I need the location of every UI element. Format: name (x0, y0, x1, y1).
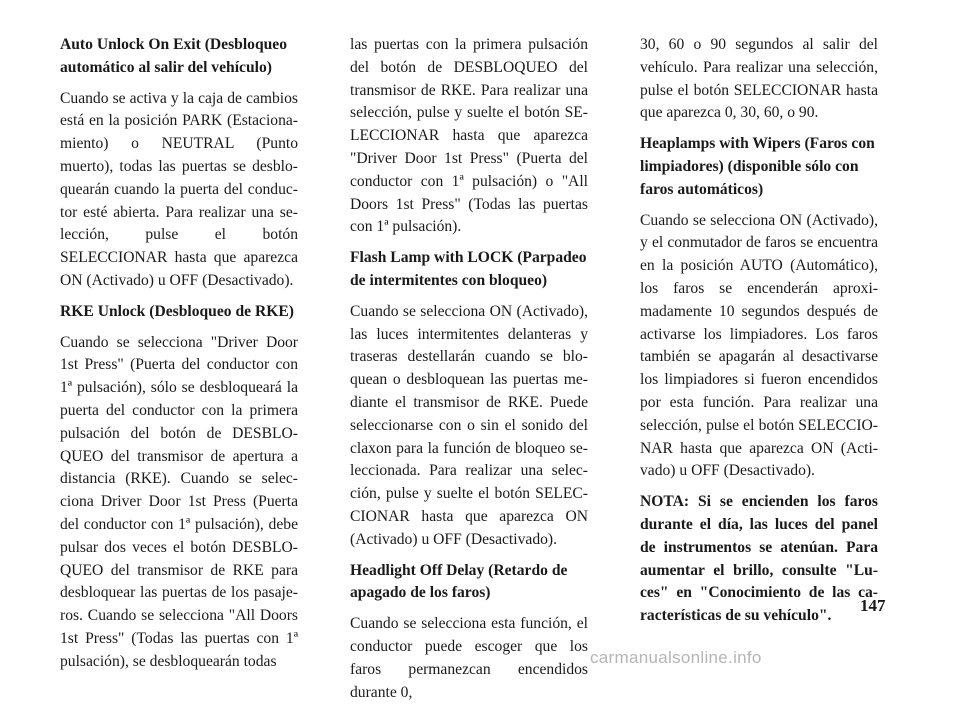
watermark-text: carmanualsonline.info (590, 648, 762, 667)
note-paragraph: NOTA: Si se encienden los faros durante el día, las luces del panel de instrumentos se atenúan. Para aumentar el brillo, consulte "Lu-ces" en "Conocimiento de las ca-racterísticas de su vehículo". (640, 493, 878, 625)
paragraph-headlamps-wipers: Cuando se selecciona ON (Activado), y el conmutador de faros se encuentra en la posición AUTO (Automático), los faros se encenderán aproxi-madamente 10 segundos después de activarse los limpiadores. Los faros también se apagarán al desactivarse los limpiadores si fueron encendidos por esta función. Para realizar una selección, pulse el botón SELECCIO-NAR hasta que aparezca ON (Acti-vado) u OFF (Desactivado). (640, 211, 878, 480)
paragraph-auto-unlock: Cuando se activa y la caja de cambios está en la posición PARK (Estaciona-miento) o NEUTRAL (Punto muerto), todas las puertas se desblo-quearán cuando la puerta del conduc-tor esté abierta. Para realizar una se-lección, pulse el botón SELECCIONAR hasta que aparezca ON (Activado) u OFF (Desactivado). (60, 89, 298, 289)
paragraph-headlight-delay-continued: 30, 60 o 90 segundos al salir del vehículo. Para realizar una selección, pulse el botón SELECCIONAR hasta que aparezca 0, 30, 60, o 90. (640, 36, 878, 122)
section-heading-headlight-delay: Headlight Off Delay (Retardo de apagado de los faros) (350, 561, 568, 602)
section-heading-headlamps-wipers: Heaplamps with Wipers (Faros con limpiadores) (disponible sólo con faros automáticos) (640, 135, 875, 198)
section-heading-auto-unlock: Auto Unlock On Exit (Desbloqueo automático al salir del vehículo) (60, 36, 288, 76)
paragraph-flash-lamp: Cuando se selecciona ON (Activado), las luces intermitentes delanteras y traseras destellarán cuando se blo-quean o desbloquean las puertas me-diante el transmisor de RKE. Puede seleccionarse con o sin el sonido del claxon para la función de bloqueo se-leccionada. Para realizar una selec-ción, pulse y suelte el botón SELEC-CIONAR hasta que aparezca ON (Activado) u OFF (Desactivado). (350, 302, 588, 548)
text-column-2 (350, 34, 588, 712)
text-column-3 (640, 34, 878, 636)
paragraph-rke-unlock: Cuando se selecciona "Driver Door 1st Press" (Puerta del conductor con 1ª pulsación), sólo se desbloqueará la puerta del conductor con la primera pulsación del botón de DESBLO-QUEO del transmisor de apertura a distancia (RKE). Cuando se selec-ciona Driver Door 1st Press (Puerta del conductor con 1ª pulsación), debe pulsar dos veces el botón DESBLO-QUEO del transmisor de RKE para desbloquear las puertas de los pasaje-ros. Cuando se selecciona "All Doors 1st Press" (Todas las puertas con 1ª pulsación), se desbloquearán todas (60, 333, 298, 670)
section-heading-flash-lamp: Flash Lamp with LOCK (Parpadeo de intermitentes con bloqueo) (350, 249, 587, 289)
paragraph-headlight-delay: Cuando se selecciona esta función, el conductor puede escoger que los faros permanezcan encendidos durante 0, (350, 615, 588, 701)
page-number: 147 (860, 596, 886, 615)
section-heading-rke-unlock: RKE Unlock (Desbloqueo de RKE) (60, 302, 294, 320)
paragraph-rke-unlock-continued: las puertas con la primera pulsación del botón de DESBLOQUEO del transmisor de RKE. Para realizar una selección, pulse y suelte el botón SE-LECCIONAR hasta que aparezca "Driver Door 1st Press" (Puerta del conductor con 1ª pulsación) o "All Doors 1st Press" (Todas las puertas con 1ª pulsación). (350, 36, 588, 236)
text-column-1 (60, 34, 298, 682)
